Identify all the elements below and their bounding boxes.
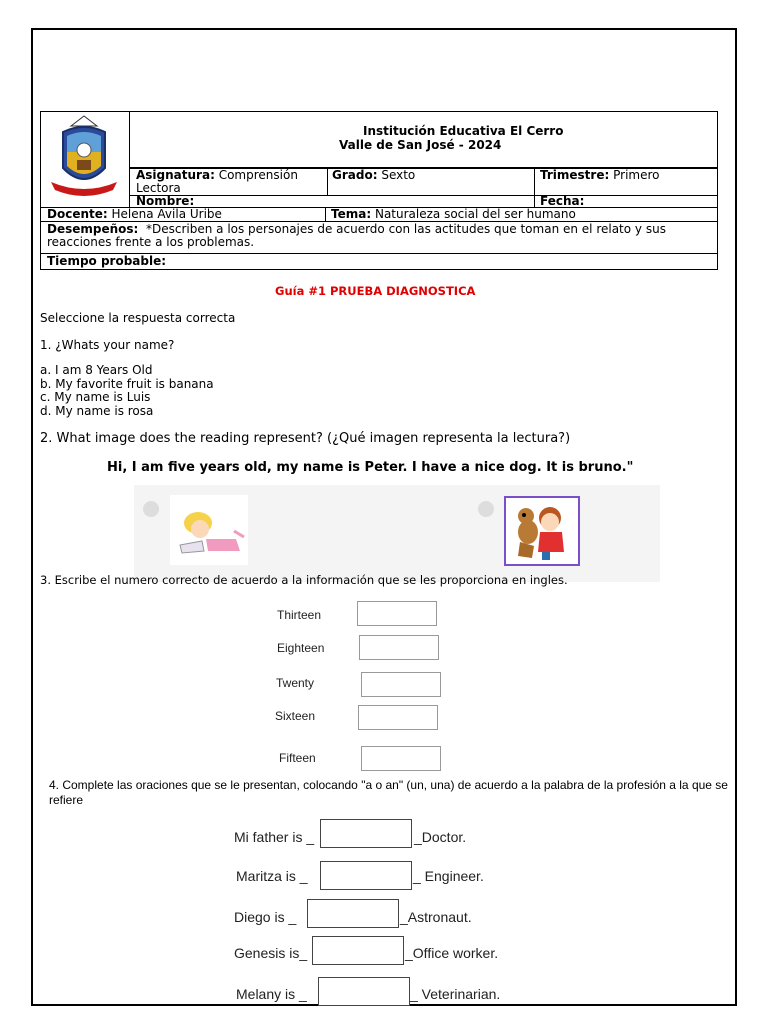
q2-question: 2. What image does the reading represent? (¿Qué imagen representa la lectura?) <box>40 431 571 446</box>
sentence-5-subject: Melany is _ <box>236 986 307 1002</box>
girl-reading-image[interactable] <box>170 495 248 565</box>
number-word-5: Fifteen <box>279 751 316 765</box>
name-field-label: Nombre: <box>136 194 195 208</box>
grade-cell: Grado: Sexto <box>332 168 416 182</box>
number-input-1[interactable] <box>357 601 437 626</box>
school-logo <box>41 112 130 208</box>
term-cell: Trimestre: Primero <box>540 168 660 182</box>
sentence-3-profession: _Astronaut. <box>400 909 472 925</box>
grade-value: Sexto <box>381 168 416 182</box>
number-word-2: Eighteen <box>277 641 325 655</box>
topic-cell: Tema: Naturaleza social del ser humano <box>331 207 576 221</box>
q1-option-d[interactable]: d. My name is rosa <box>40 403 154 418</box>
instruction-text: Seleccione la respuesta correcta <box>40 311 236 325</box>
number-input-5[interactable] <box>361 746 441 771</box>
place-year: Valle de San José - 2024 <box>339 138 502 152</box>
q4-question: 4. Complete las oraciones que se le presentan, colocando "a o an" (un, una) de acuerdo a la palabra de la profesión a la que se refiere <box>49 778 728 807</box>
time-label: Tiempo probable: <box>47 254 167 268</box>
performance-value: *Describen a los personajes de acuerdo con las actitudes que toman en el relato y sus reacciones frente a los problemas. <box>47 222 666 249</box>
number-input-4[interactable] <box>358 705 438 730</box>
institution-name: Institución Educativa El Cerro <box>363 124 564 138</box>
q3-question: 3. Escribe el numero correcto de acuerdo a la información que se les proporciona en ingles. <box>40 573 568 587</box>
radio-option-1[interactable] <box>143 501 159 517</box>
number-input-3[interactable] <box>361 672 441 697</box>
subject-cell: Asignatura: Comprensión Lectora <box>136 168 298 195</box>
blank-input-4[interactable] <box>312 936 404 965</box>
header-table <box>40 111 718 270</box>
blank-input-1[interactable] <box>320 819 412 848</box>
image-choice-panel <box>134 485 660 582</box>
sentence-2-profession: _ Engineer. <box>413 868 484 884</box>
subject-value: Comprensión Lectora <box>136 168 298 195</box>
date-field-label: Fecha: <box>540 194 585 208</box>
teacher-value: Helena Avila Uribe <box>111 207 222 221</box>
number-word-1: Thirteen <box>277 608 322 622</box>
sentence-2-subject: Maritza is _ <box>236 868 308 884</box>
term-value: Primero <box>613 168 660 182</box>
blank-input-2[interactable] <box>320 861 412 890</box>
radio-option-2[interactable] <box>478 501 494 517</box>
q1-option-c[interactable]: c. My name is Luis <box>40 390 151 404</box>
guide-title: Guía #1 PRUEBA DIAGNOSTICA <box>275 284 476 298</box>
sentence-1-subject: Mi father is _ <box>234 829 315 845</box>
sentence-5-profession: _ Veterinarian. <box>410 986 501 1002</box>
q1-option-a[interactable]: a. I am 8 Years Old <box>40 363 153 377</box>
number-input-2[interactable] <box>359 635 439 660</box>
q1-option-b[interactable]: b. My favorite fruit is banana <box>40 376 214 391</box>
number-word-4: Sixteen <box>275 709 316 723</box>
sentence-3-subject: Diego is _ <box>234 909 297 925</box>
sentence-4-subject: Genesis is_ <box>234 945 308 961</box>
q2-reading: Hi, I am five years old, my name is Peter. I have a nice dog. It is bruno." <box>107 460 634 475</box>
q1-options <box>40 364 214 418</box>
sentence-4-profession: _Office worker. <box>405 945 499 961</box>
boy-with-dog-image[interactable] <box>504 496 580 566</box>
sentence-1-profession: _Doctor. <box>414 829 467 845</box>
blank-input-5[interactable] <box>318 977 410 1006</box>
blank-input-3[interactable] <box>307 899 399 928</box>
q1-question: 1. ¿Whats your name? <box>40 338 175 352</box>
topic-value: Naturaleza social del ser humano <box>374 207 576 221</box>
number-word-3: Twenty <box>276 676 315 690</box>
performance-cell: Desempeños: *Describen a los personajes de acuerdo con las actitudes que toman en el relato y sus reacciones frente a los problemas. <box>47 222 666 249</box>
teacher-cell: Docente: Helena Avila Uribe <box>47 207 222 221</box>
